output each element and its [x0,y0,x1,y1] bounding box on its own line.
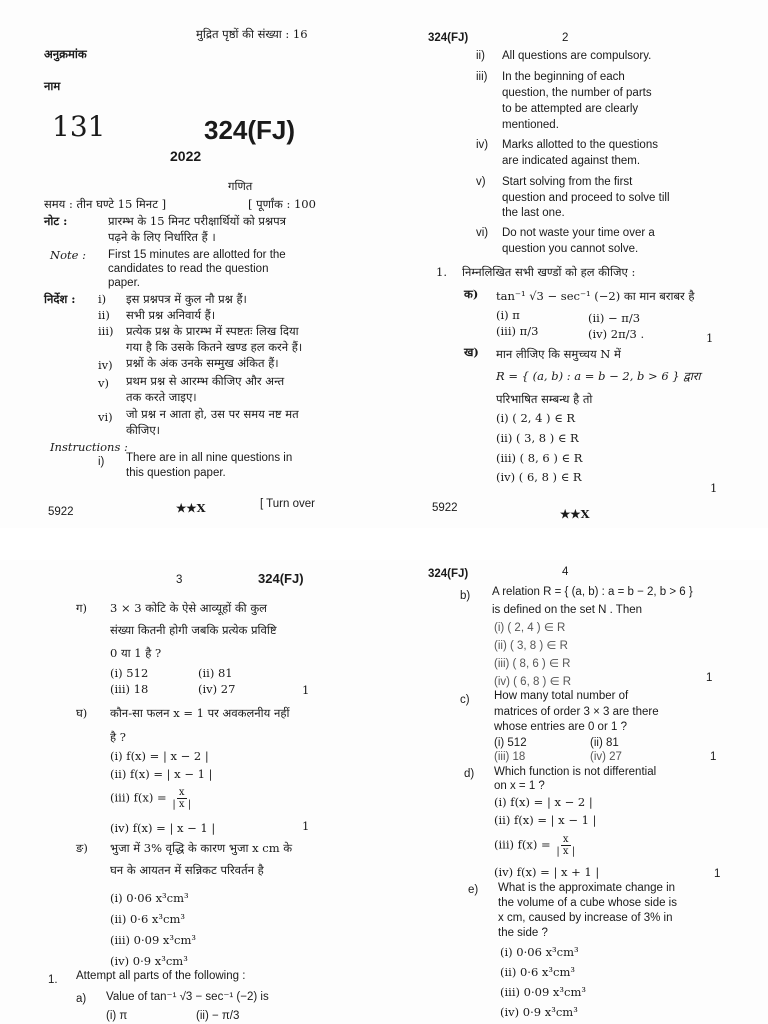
question-text: मान लीजिए कि समुच्चय N में [496,347,621,361]
instruction-line: प्रथम प्रश्न से आरम्भ कीजिए और अन्त [126,374,285,388]
answer-option: (i) 0·06 x³cm³ [500,945,579,959]
fraction-denominator: | x | [172,799,192,810]
marks: 1 [710,481,718,495]
instruction-number: v) [476,176,486,188]
question-part-label: e) [468,884,479,896]
footer-code: 5922 [48,506,74,518]
instruction-line: There are in all nine questions in [126,452,293,464]
question-part-label: ख) [464,345,479,359]
question-text: घन के आयतन में सन्निकट परिवर्तन है [110,863,264,877]
answer-option: (i) f(x) = | x − 2 | [110,749,209,763]
answer-option: (ii) ( 3, 8 ) ∈ R [494,640,568,652]
note-english-line: First 15 minutes are allotted for the [108,249,286,261]
page-3 [0,560,384,1024]
answer-option: (ii) f(x) = | x − 1 | [494,813,597,827]
marks: 1 [710,751,717,763]
answer-option: (i) 512 [494,737,527,749]
instruction-number: iv) [476,139,489,151]
note-hindi-line: प्रारम्भ के 15 मिनट परीक्षार्थियों को प्रश्नपत्र [108,214,286,228]
instruction-number: ii) [476,50,485,62]
page-2 [384,0,768,528]
question-text: Attempt all parts of the following : [76,970,246,982]
instruction-line: All questions are compulsory. [502,50,652,62]
answer-option: (iv) 0·9 x³cm³ [500,1005,578,1019]
printed-pages-count: मुद्रित पृष्ठों की संख्या : 16 [196,27,308,41]
question-text: कौन-सा फलन x = 1 पर अवकलनीय नहीं [110,706,290,720]
page-number: 3 [176,574,183,586]
question-text: is defined on the set N . Then [492,604,643,616]
answer-option: (iii) 0·09 x³cm³ [500,985,586,999]
fraction-numerator: x [178,787,185,798]
instruction-line: प्रत्येक प्रश्न के प्रारम्भ में स्पष्टतः लिख दिया [126,324,299,338]
instruction-line: सभी प्रश्न अनिवार्य हैं। [126,308,216,322]
instruction-line: जो प्रश्न न आता हो, उस पर समय नष्ट मत [126,407,299,421]
page-4 [384,560,768,1024]
answer-option: (i) ( 2, 4 ) ∈ R [496,411,576,425]
instruction-number: i) [98,292,107,306]
question-number: 1. [436,265,447,279]
page-1 [0,0,384,528]
question-part-label: ङ) [76,841,88,855]
answer-option: (iv) 2π/3 . [588,327,645,341]
question-number: 1. [48,974,58,986]
instruction-line: इस प्रश्नपत्र में कुल नौ प्रश्न हैं। [126,292,247,306]
page-number: 2 [562,32,569,44]
answer-option: (iv) 0·9 x³cm³ [110,954,188,968]
instruction-line: question and proceed to solve till [502,192,670,204]
instruction-line: mentioned. [502,119,559,131]
instruction-line: तक करते जाइए। [126,390,197,404]
footer-stars: ★★X [560,507,590,521]
question-text: x cm, caused by increase of 3% in [498,912,673,924]
answer-option: (iv) ( 6, 8 ) ∈ R [494,676,572,688]
question-text: What is the approximate change in [498,882,676,894]
marks: 1 [714,868,721,880]
instruction-number: iii) [476,71,488,83]
answer-option: (iv) 27 [590,751,622,763]
instruction-line: In the beginning of each [502,71,625,83]
footer-stars: ★★X [176,501,206,515]
question-part-label: a) [76,993,87,1005]
answer-option: (iv) ( 6, 8 ) ∈ R [496,470,582,484]
instruction-line: गया है कि उसके कितने खण्ड हल करने हैं। [126,340,303,354]
instruction-line: the last one. [502,207,565,219]
handwritten-number: 131 [52,110,106,143]
question-text: How many total number of [494,690,629,702]
instruction-line: Marks allotted to the questions [502,139,658,151]
question-text: है ? [110,730,126,744]
question-part-label: ग) [76,601,87,615]
answer-option-fraction [494,834,577,857]
note-english-line: paper. [108,277,140,289]
answer-option: (iii) 18 [110,682,149,696]
page-header-code: 324(FJ) [258,571,304,586]
answer-option: (iii) π/3 [496,324,539,338]
answer-option: (ii) 0·6 x³cm³ [500,965,575,979]
answer-option: (i) 512 [110,666,149,680]
question-text: R = { (a, b) : a = b − 2, b > 6 } द्वारा [496,369,701,383]
max-marks: [ पूर्णांक : 100 [248,197,316,211]
fraction [556,834,575,857]
fraction [172,787,191,810]
marks: 1 [302,819,310,833]
answer-option: (ii) 0·6 x³cm³ [110,912,185,926]
turn-over: [ Turn over [260,498,315,510]
instruction-line: question, the number of parts [502,87,652,99]
question-text: 3 × 3 कोटि के ऐसे आव्यूहों की कुल [110,601,267,615]
instructions-hindi-label: निर्देश : [44,292,76,306]
answer-option: (iii) 18 [494,751,526,763]
question-part-label: क) [464,287,479,301]
instruction-line: to be attempted are clearly [502,103,639,115]
instruction-number: vi) [476,227,489,239]
question-text: Value of tan⁻¹ √3 − sec⁻¹ (−2) is [106,991,269,1003]
instructions-english-label: Instructions : [50,440,128,454]
answer-option: (ii) − π/3 [196,1010,240,1022]
answer-option: (iii) 0·09 x³cm³ [110,933,196,947]
question-text: A relation R = { (a, b) : a = b − 2, b > 6 } [492,586,693,598]
instruction-line: question you cannot solve. [502,243,639,255]
subject-title: गणित [228,179,253,193]
fraction-prefix: (iii) f(x) = [110,790,167,805]
instruction-number: iv) [98,358,113,372]
question-text: संख्या कितनी होगी जबकि प्रत्येक प्रविष्टि [110,623,277,637]
roll-number-label: अनुक्रमांक [44,47,87,61]
instruction-line: प्रश्नों के अंक उनके सम्मुख अंकित हैं। [126,356,279,370]
answer-option: (iii) ( 8, 6 ) ∈ R [494,658,571,670]
marks: 1 [706,331,714,345]
time-allowed: समय : तीन घण्टे 15 मिनट ] [44,197,167,211]
instruction-line: are indicated against them. [502,155,641,167]
answer-option: (ii) 81 [198,666,233,680]
answer-option: (iv) 27 [198,682,236,696]
instruction-number: iii) [98,324,114,338]
name-label: नाम [44,79,61,93]
question-text: whose entries are 0 or 1 ? [494,721,627,733]
answer-option: (iii) ( 8, 6 ) ∈ R [496,451,583,465]
note-hindi-line: पढ़ने के लिए निर्धारित हैं । [108,230,216,244]
instruction-number: ii) [98,308,110,322]
paper-code: 324(FJ) [204,115,296,145]
question-part-label: b) [460,590,471,602]
answer-option: (i) ( 2, 4 ) ∈ R [494,622,566,634]
instruction-number: i) [98,456,105,468]
note-hindi-label: नोट : [44,214,68,228]
instruction-line: this question paper. [126,467,226,479]
question-text: the volume of a cube whose side is [498,897,677,909]
question-text: matrices of order 3 × 3 are there [494,706,659,718]
answer-option: (ii) f(x) = | x − 1 | [110,767,213,781]
answer-option: (ii) 81 [590,737,619,749]
question-text: on x = 1 ? [494,780,545,792]
instruction-line: Start solving from the first [502,176,633,188]
page-header-code: 324(FJ) [428,568,469,580]
note-english-line: candidates to read the question [108,263,269,275]
question-text: tan⁻¹ √3 − sec⁻¹ (−2) का मान बराबर है [496,289,695,303]
question-part-label: d) [464,768,475,780]
answer-option: (ii) − π/3 [588,311,641,325]
question-text: निम्नलिखित सभी खण्डों को हल कीजिए : [462,265,636,279]
fraction-numerator: x [562,834,569,845]
answer-option-fraction [110,787,193,810]
page-header-code: 324(FJ) [428,32,469,44]
question-text: Which function is not differential [494,766,657,778]
instruction-number: vi) [98,410,113,424]
instruction-number: v) [98,376,109,390]
instruction-line: कीजिए। [126,423,161,437]
answer-option: (ii) ( 3, 8 ) ∈ R [496,431,579,445]
answer-option: (iv) f(x) = | x − 1 | [110,821,216,835]
question-text: 0 या 1 है ? [110,646,162,660]
answer-option: (iv) f(x) = | x + 1 | [494,865,600,879]
question-text: the side ? [498,927,548,939]
answer-option: (i) 0·06 x³cm³ [110,891,189,905]
question-text: भुजा में 3% वृद्धि के कारण भुजा x cm के [110,841,293,855]
instruction-line: Do not waste your time over a [502,227,655,239]
marks: 1 [706,672,713,684]
fraction-prefix: (iii) f(x) = [494,837,551,852]
question-part-label: c) [460,694,470,706]
exam-year: 2022 [170,148,202,164]
answer-option: (i) π [496,308,520,322]
question-part-label: घ) [76,706,88,720]
note-english-label: Note : [50,248,86,262]
answer-option: (i) f(x) = | x − 2 | [494,795,593,809]
marks: 1 [302,683,310,697]
footer-code: 5922 [432,502,458,514]
answer-option: (i) π [106,1010,128,1022]
fraction-denominator: | x | [556,846,576,857]
question-text: परिभाषित सम्बन्ध है तो [496,392,593,406]
page-number: 4 [562,566,569,578]
